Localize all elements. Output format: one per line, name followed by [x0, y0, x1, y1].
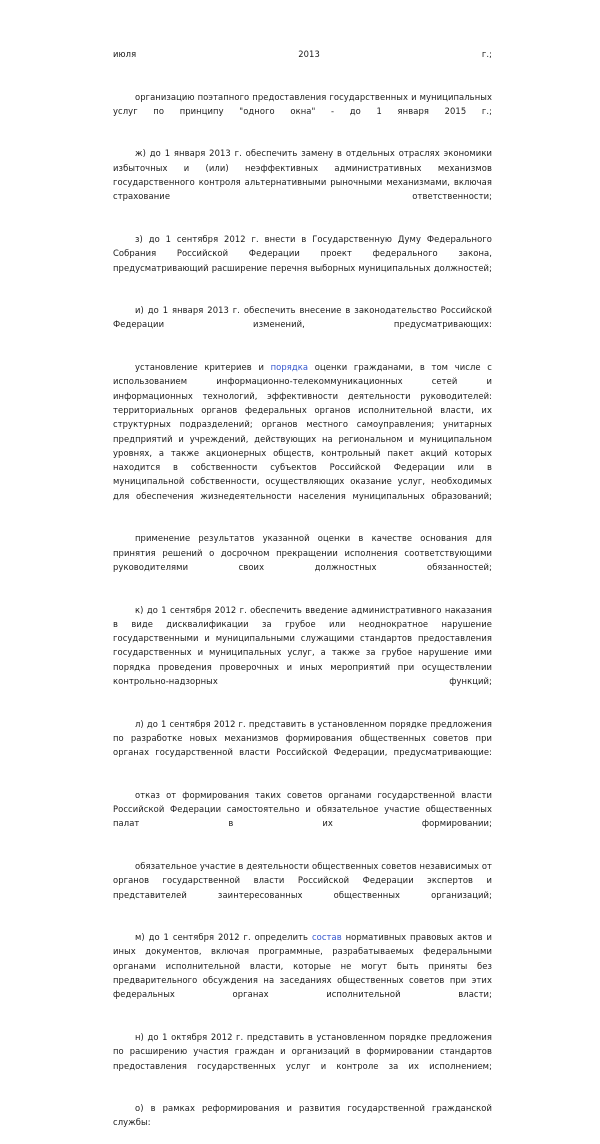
paragraph-otkaz-ot-formirovaniya: отказ от формирования таких советов органами государственной власти Российской Федерации самостоятельно и обязательное участие общественных палат в их формировании;: [113, 789, 492, 829]
paragraph-organizaciya-poetapnogo: организацию поэтапного предоставления государственных и муниципальных услуг по принципу "одного окна" - до 1 января 2015 г.;: [113, 91, 492, 116]
paragraph-item-i: и) до 1 января 2013 г. обеспечить внесение в законодательство Российской Федерации изменений, предусматривающих:: [113, 305, 492, 330]
paragraph-primenenie-rezultatov: применение результатов указанной оценки в качестве основания для принятия решений о досрочном прекращении исполнения соответствующими руководителями своих должностных обязанностей;: [113, 533, 492, 572]
link-poryadka[interactable]: порядка: [270, 362, 309, 373]
paragraph-item-k: к) до 1 сентября 2012 г. обеспечить введение административного наказания в виде дисквалификации за грубое или неоднократное нарушение государственными и муниципальными служащими стандартов предоставления государственных и муниципальных услуг, а также за грубое нарушение ими порядка проведения проверочных и иных мероприятий при осуществлении контрольно-надзорных функций;: [113, 604, 492, 686]
paragraph-item-z: з) до 1 сентября 2012 г. внести в Государственную Думу Федерального Собрания Российской Федерации проект федерального закона, предусматривающий расширение перечня выборных муниципальных должностей;: [113, 233, 492, 273]
paragraph-text-before-link: установление критериев и: [135, 362, 271, 373]
document-text-body: [113, 47, 492, 1144]
link-sostav[interactable]: состав: [311, 932, 342, 943]
paragraph-continuation-july-2013: июля 2013 г.;: [113, 49, 492, 59]
paragraph-item-l: л) до 1 сентября 2012 г. представить в установленном порядке предложения по разработке новых механизмов формирования общественных советов при органах государственной власти Российской Федерации, предусматривающие:: [113, 718, 492, 758]
paragraph-ustanovlenie-kriteriev: [113, 360, 492, 517]
paragraph-text-before-link: м) до 1 сентября 2012 г. определить: [135, 932, 312, 943]
paragraph-item-o: о) в рамках реформирования и развития государственной гражданской службы:: [113, 1103, 492, 1128]
paragraph-item-m: [113, 930, 492, 1016]
paragraph-item-zh: ж) до 1 января 2013 г. обеспечить замену в отдельных отраслях экономики избыточных и (или) неэффективных административных механизмов государственного контроля альтернативными рыночными механизмами, включая страхование ответственности;: [113, 148, 492, 202]
paragraph-item-n: н) до 1 октября 2012 г. представить в установленном порядке предложения по расширению участия граждан и организаций в формировании стандартов предоставления государственных услуг и контроле за их исполнением;: [113, 1031, 492, 1071]
paragraph-obyazatelnoe-uchastie: обязательное участие в деятельности общественных советов независимых от органов государственной власти Российской Федерации экспертов и представителей заинтересованных общественных организаций;: [113, 860, 492, 900]
paragraph-text-after-link: оценки гражданами, в том числе с использованием информационно-телекоммуникационных сетей и информационных технологий, эффективности деятельности руководителей: территориальных органов федеральных органов исполнительной власти, их структурных подразделений; органов местного самоуправления; унитарных предприятий и учреждений, действующих на региональном и муниципальном уровнях, а также акционерных обществ, контрольный пакет акций которых находится в собственности субъектов Российской Федерации или в муниципальной собственности, осуществляющих оказание услуг, необходимых для обеспечения жизнедеятельности населения муниципальных образований;: [113, 362, 492, 501]
paragraph-text-after-link: нормативных правовых актов и иных документов, включая программные, разрабатываемых федеральными органами исполнительной власти, которые не могут быть приняты без предварительного обсуждения на заседаниях общественных советов при этих федеральных органах исполнительной власти;: [113, 932, 492, 1000]
